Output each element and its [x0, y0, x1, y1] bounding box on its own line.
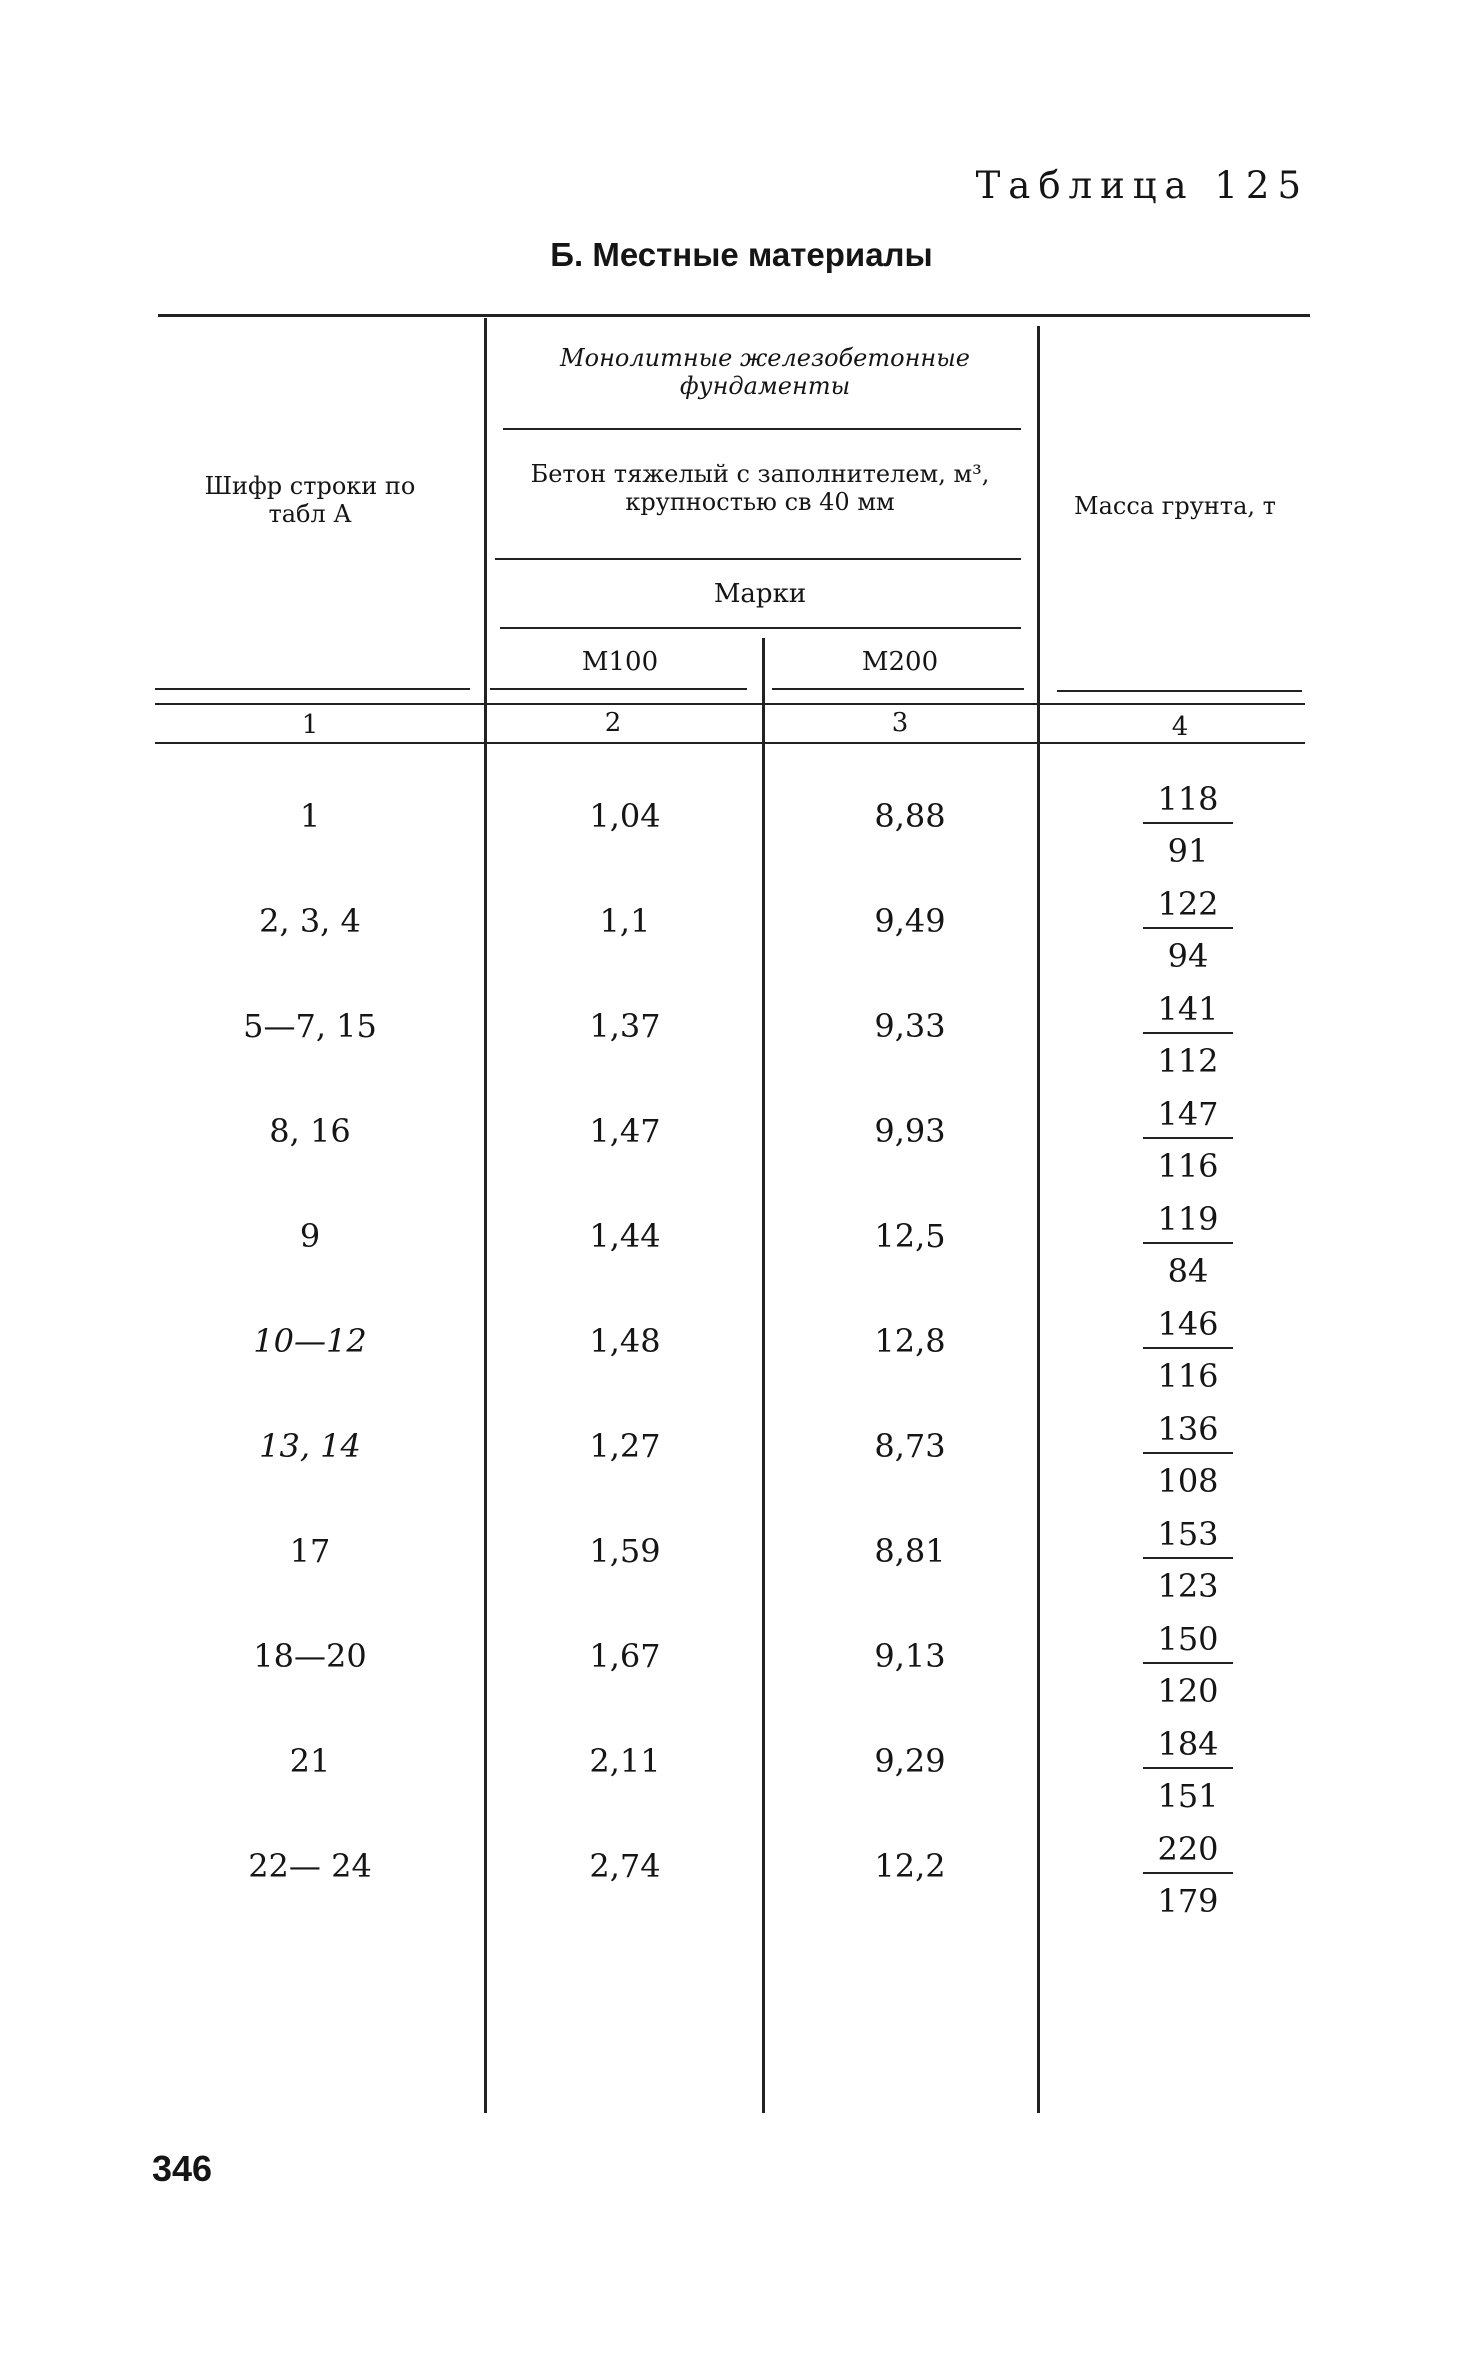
code-cell: 10—12: [253, 1322, 367, 1360]
mass-numerator: 153: [1157, 1515, 1219, 1553]
header-marks: Марки: [713, 579, 807, 609]
mass-fraction: [1143, 1620, 1233, 1710]
fraction-bar: [1143, 927, 1233, 929]
mass-fraction: [1143, 885, 1233, 975]
mass-fraction: [1143, 1305, 1233, 1395]
m200-cell: 9,49: [874, 902, 946, 940]
m200-bottom-rule: [772, 688, 1024, 690]
m200-cell: 9,13: [874, 1637, 946, 1675]
table-label: Таблица 125: [975, 164, 1309, 207]
fraction-bar: [1143, 822, 1233, 824]
m200-cell: 8,73: [874, 1427, 946, 1465]
code-cell: 8, 16: [269, 1112, 351, 1150]
code-cell: 1: [299, 797, 321, 835]
mass-fraction: [1143, 990, 1233, 1080]
numbers-top-rule: [155, 703, 1305, 705]
m100-cell: 1,67: [589, 1637, 661, 1675]
mass-fraction: [1143, 1725, 1233, 1815]
page-number: 346: [152, 2148, 213, 2189]
code-cell: 18—20: [253, 1637, 367, 1675]
m100-cell: 1,48: [589, 1322, 661, 1360]
code-cell: 22— 24: [248, 1847, 372, 1885]
code-cell: 21: [289, 1742, 331, 1780]
m100-cell: 1,59: [589, 1532, 661, 1570]
mass-fraction: [1143, 1515, 1233, 1605]
mass-fraction: [1143, 1830, 1233, 1920]
mass-denominator: 91: [1167, 832, 1209, 870]
code-cell: 9: [299, 1217, 321, 1255]
header-subgroup: Бетон тяжелый с заполнителем, м³, крупностью св 40 мм: [530, 460, 990, 516]
code-cell: 2, 3, 4: [259, 902, 361, 940]
fraction-bar: [1143, 1872, 1233, 1874]
mass-fraction: [1143, 1095, 1233, 1185]
fraction-bar: [1143, 1662, 1233, 1664]
numbers-bottom-rule: [155, 742, 1305, 744]
m200-cell: 8,81: [874, 1532, 946, 1570]
mass-denominator: 116: [1157, 1147, 1219, 1185]
m200-cell: 12,8: [874, 1322, 946, 1360]
mass-fraction: [1143, 780, 1233, 870]
mass-denominator: 151: [1157, 1777, 1219, 1815]
mass-denominator: 179: [1157, 1882, 1219, 1920]
mass-numerator: 220: [1157, 1830, 1219, 1868]
header-m100: М100: [581, 647, 659, 677]
fraction-bar: [1143, 1557, 1233, 1559]
top-rule: [158, 314, 1310, 317]
m200-cell: 9,33: [874, 1007, 946, 1045]
m100-cell: 1,37: [589, 1007, 661, 1045]
m100-cell: 1,27: [589, 1427, 661, 1465]
mass-denominator: 120: [1157, 1672, 1219, 1710]
header-mass: Масса грунта, т: [1074, 492, 1276, 520]
group-rule: [503, 428, 1021, 430]
m100-cell: 1,1: [599, 902, 651, 940]
mass-denominator: 108: [1157, 1462, 1219, 1500]
header-code: Шифр строки по табл А: [204, 472, 416, 528]
m100-bottom-rule: [490, 688, 747, 690]
mass-denominator: 123: [1157, 1567, 1219, 1605]
code-cell: 17: [289, 1532, 331, 1570]
subgroup-rule: [495, 558, 1021, 560]
fraction-bar: [1143, 1347, 1233, 1349]
fraction-bar: [1143, 1137, 1233, 1139]
section-title: Б. Местные материалы: [550, 236, 933, 273]
colnum-3: 3: [891, 708, 909, 738]
mass-denominator: 84: [1167, 1252, 1209, 1290]
m100-cell: 2,74: [589, 1847, 661, 1885]
mass-denominator: 112: [1157, 1042, 1219, 1080]
m200-cell: 9,29: [874, 1742, 946, 1780]
header-m200: М200: [861, 647, 939, 677]
fraction-bar: [1143, 1242, 1233, 1244]
m100-cell: 1,04: [589, 797, 661, 835]
colnum-4: 4: [1171, 712, 1189, 742]
mass-numerator: 146: [1157, 1305, 1219, 1343]
mass-denominator: 94: [1167, 937, 1209, 975]
colnum-1: 1: [301, 710, 319, 740]
code-cell: 13, 14: [259, 1427, 361, 1465]
m100-cell: 1,44: [589, 1217, 661, 1255]
mass-numerator: 136: [1157, 1410, 1219, 1448]
code-cell: 5—7, 15: [243, 1007, 377, 1045]
fraction-bar: [1143, 1032, 1233, 1034]
mass-numerator: 184: [1157, 1725, 1219, 1763]
m200-cell: 12,5: [874, 1217, 946, 1255]
m200-cell: 8,88: [874, 797, 946, 835]
m100-cell: 2,11: [589, 1742, 661, 1780]
mass-fraction: [1143, 1200, 1233, 1290]
fraction-bar: [1143, 1452, 1233, 1454]
vline-1: [484, 318, 487, 2113]
col4-bottom-rule: [1057, 690, 1302, 692]
m200-cell: 12,2: [874, 1847, 946, 1885]
vline-2: [762, 638, 765, 2113]
colnum-2: 2: [604, 708, 622, 738]
marks-rule: [500, 627, 1021, 629]
m100-cell: 1,47: [589, 1112, 661, 1150]
mass-numerator: 141: [1157, 990, 1219, 1028]
mass-numerator: 119: [1157, 1200, 1219, 1238]
fraction-bar: [1143, 1767, 1233, 1769]
m200-cell: 9,93: [874, 1112, 946, 1150]
mass-numerator: 118: [1157, 780, 1219, 818]
mass-numerator: 122: [1157, 885, 1219, 923]
col1-bottom-rule: [155, 688, 470, 690]
vline-3: [1037, 326, 1040, 2113]
mass-denominator: 116: [1157, 1357, 1219, 1395]
mass-fraction: [1143, 1410, 1233, 1500]
header-group: Монолитные железобетонные фундаменты: [560, 344, 970, 400]
mass-numerator: 147: [1157, 1095, 1219, 1133]
mass-numerator: 150: [1157, 1620, 1219, 1658]
